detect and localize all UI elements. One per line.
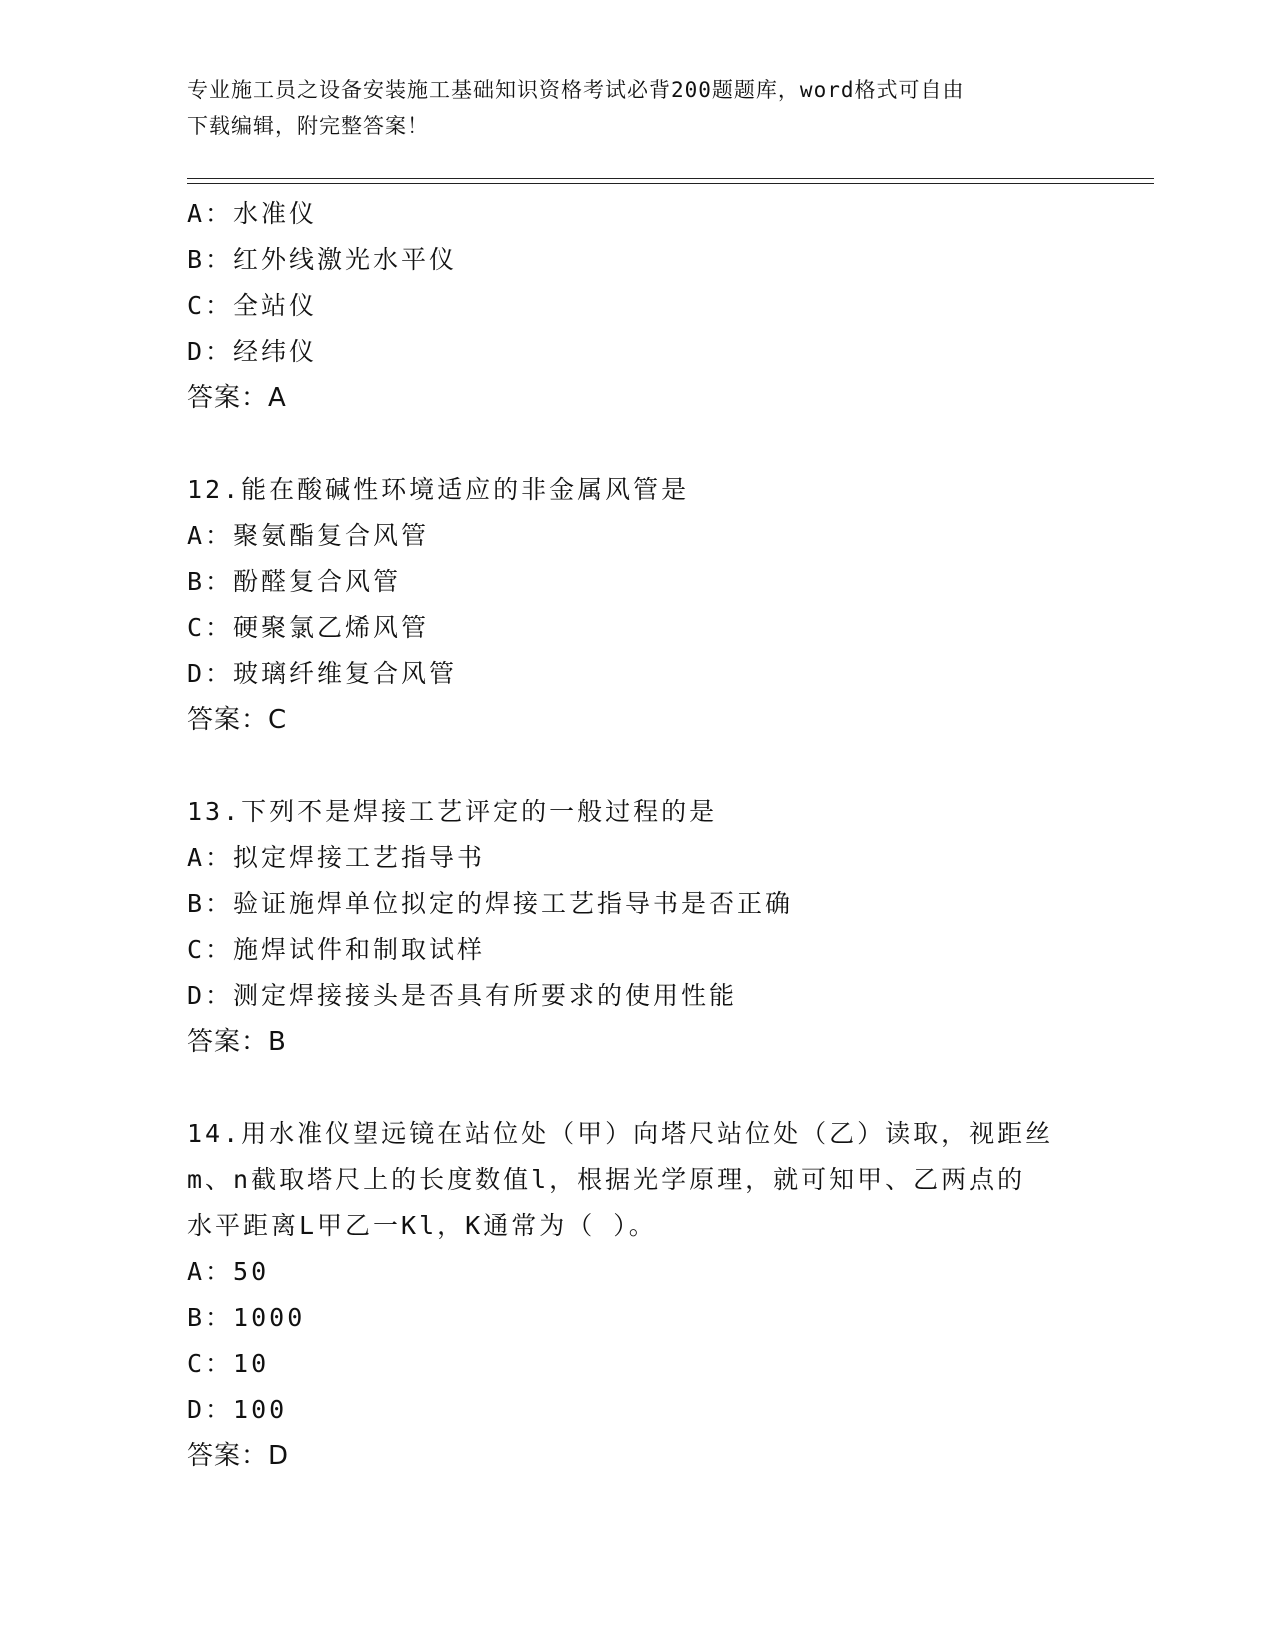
question-stem-line-3: 水平距离L甲乙一Kl，K通常为（ ）。 xyxy=(187,1211,657,1240)
option-b: B：1000 xyxy=(187,1303,306,1332)
question-14 xyxy=(187,1111,1087,1479)
option-b: B：红外线激光水平仪 xyxy=(187,245,458,274)
answer-line: 答案：D xyxy=(187,1441,290,1471)
question-13 xyxy=(187,789,1087,1065)
option-d: D：测定焊接接头是否具有所要求的使用性能 xyxy=(187,981,738,1010)
question-12 xyxy=(187,467,1087,743)
spacer xyxy=(187,743,1087,789)
spacer xyxy=(187,1065,1087,1111)
option-a: A：拟定焊接工艺指导书 xyxy=(187,843,486,872)
option-c: C：10 xyxy=(187,1349,270,1378)
option-d: D：100 xyxy=(187,1395,288,1424)
option-d: D：玻璃纤维复合风管 xyxy=(187,659,458,688)
option-d: D：经纬仪 xyxy=(187,337,318,366)
header-divider-bottom xyxy=(187,183,1154,184)
option-a: A：聚氨酯复合风管 xyxy=(187,521,430,550)
answer-line: 答案：B xyxy=(187,1027,287,1057)
header-divider-top xyxy=(187,178,1154,179)
option-b: B：酚醛复合风管 xyxy=(187,567,402,596)
question-stem-line-2: m、n截取塔尺上的长度数值l，根据光学原理，就可知甲、乙两点的 xyxy=(187,1165,1026,1194)
document-header xyxy=(187,72,1087,144)
option-c: C：全站仪 xyxy=(187,291,318,320)
question-stem: 13.下列不是焊接工艺评定的一般过程的是 xyxy=(187,797,718,826)
option-b: B：验证施焊单位拟定的焊接工艺指导书是否正确 xyxy=(187,889,794,918)
header-title-line-1: 专业施工员之设备安装施工基础知识资格考试必背200题题库，word格式可自由 xyxy=(187,78,965,102)
question-list xyxy=(187,191,1087,1479)
answer-line: 答案：A xyxy=(187,383,287,413)
spacer xyxy=(187,421,1087,467)
option-a: A：水准仪 xyxy=(187,199,318,228)
option-a: A：50 xyxy=(187,1257,270,1286)
question-stem-line-1: 14.用水准仪望远镜在站位处（甲）向塔尺站位处（乙）读取，视距丝 xyxy=(187,1119,1054,1148)
question-stem: 12.能在酸碱性环境适应的非金属风管是 xyxy=(187,475,690,504)
header-title-line-2: 下载编辑，附完整答案！ xyxy=(187,114,429,138)
option-c: C：硬聚氯乙烯风管 xyxy=(187,613,430,642)
option-c: C：施焊试件和制取试样 xyxy=(187,935,486,964)
question-11-fragment xyxy=(187,191,1087,421)
answer-line: 答案：C xyxy=(187,705,288,735)
